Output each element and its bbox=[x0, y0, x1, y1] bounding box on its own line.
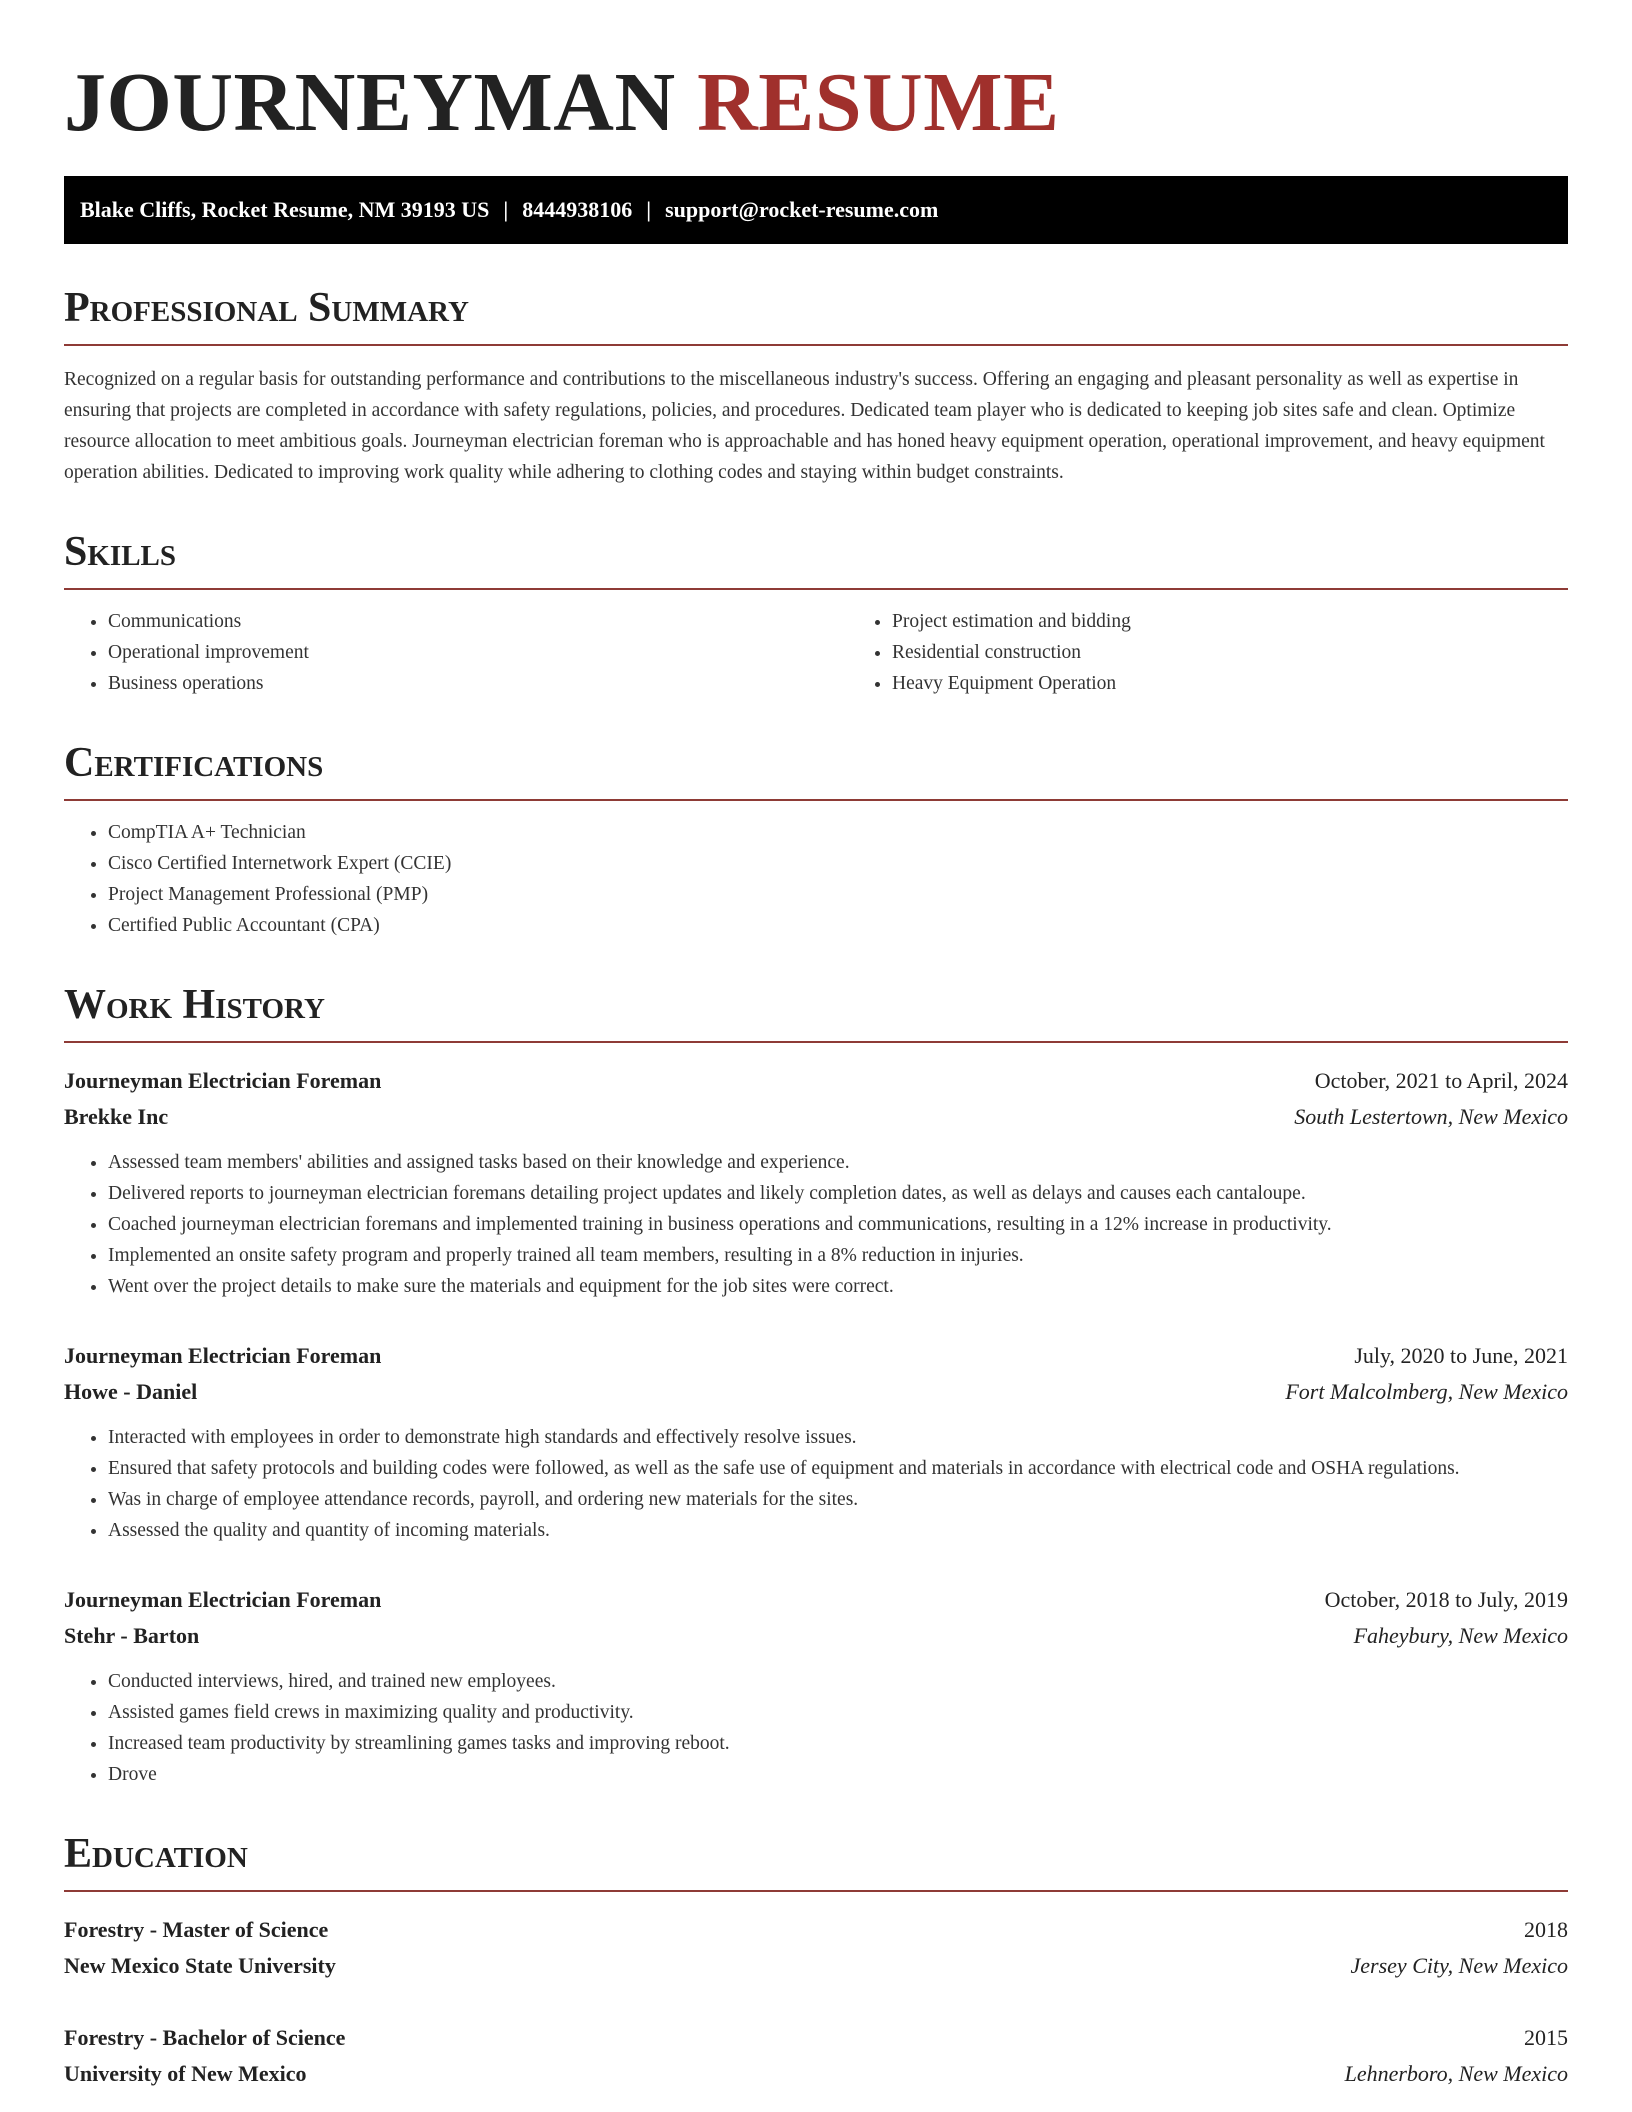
contact-phone: 8444938106 bbox=[522, 197, 633, 222]
certifications-heading: Certifications bbox=[64, 739, 1568, 801]
job-bullet: • Ensured that safety protocols and building codes were followed, as well as the safe use of equipment and materials in accordance with electrical code and OSHA regulations. bbox=[108, 1453, 1568, 1484]
job-title: Journeyman Electrician Foreman bbox=[64, 1068, 382, 1093]
job-header-row bbox=[64, 1063, 1568, 1099]
work-history-section bbox=[64, 981, 1568, 1790]
job-dates: October, 2018 to July, 2019 bbox=[1324, 1587, 1568, 1612]
job-company-row bbox=[64, 1374, 1568, 1410]
education-degree-row bbox=[64, 2020, 1568, 2056]
job-entry bbox=[64, 1338, 1568, 1546]
certification-item: • Certified Public Accountant (CPA) bbox=[108, 910, 1568, 941]
education-school-row bbox=[64, 1948, 1568, 1984]
certification-item: • Cisco Certified Internetwork Expert (CCIE) bbox=[108, 848, 1568, 879]
job-bullet: • Coached journeyman electrician foremans and implemented training in business operations and communications, resulting in a 12% increase in productivity. bbox=[108, 1209, 1568, 1240]
job-entry bbox=[64, 1063, 1568, 1302]
summary-heading: Professional Summary bbox=[64, 284, 1568, 346]
education-heading: Education bbox=[64, 1830, 1568, 1892]
education-section bbox=[64, 1830, 1568, 2092]
education-degree-row bbox=[64, 1912, 1568, 1948]
contact-bar bbox=[64, 176, 1568, 244]
job-company-row bbox=[64, 1099, 1568, 1135]
education-entry bbox=[64, 2020, 1568, 2092]
work-history-heading: Work History bbox=[64, 981, 1568, 1043]
education-degree: Forestry - Bachelor of Science bbox=[64, 2025, 346, 2050]
skill-item: • Business operations bbox=[108, 668, 848, 699]
title-part-2: RESUME bbox=[697, 56, 1060, 149]
job-bullet: • Interacted with employees in order to demonstrate high standards and effectively resolve issues. bbox=[108, 1422, 1568, 1453]
job-dates: July, 2020 to June, 2021 bbox=[1354, 1343, 1568, 1368]
contact-separator: | bbox=[646, 197, 652, 222]
job-location: Fort Malcolmberg, New Mexico bbox=[1285, 1379, 1568, 1404]
job-company: Stehr - Barton bbox=[64, 1623, 200, 1648]
job-bullet: • Drove bbox=[108, 1759, 1568, 1790]
skills-list-right bbox=[848, 606, 1568, 699]
education-degree: Forestry - Master of Science bbox=[64, 1917, 329, 1942]
education-school-row bbox=[64, 2056, 1568, 2092]
education-entry bbox=[64, 1912, 1568, 1984]
certification-item: • CompTIA A+ Technician bbox=[108, 817, 1568, 848]
skills-list-left bbox=[64, 606, 848, 699]
education-location: Jersey City, New Mexico bbox=[1350, 1953, 1568, 1978]
job-bullet: • Implemented an onsite safety program and properly trained all team members, resulting in a 8% reduction in injuries. bbox=[108, 1240, 1568, 1271]
job-entry bbox=[64, 1582, 1568, 1790]
job-title: Journeyman Electrician Foreman bbox=[64, 1343, 382, 1368]
title-part-1: JOURNEYMAN bbox=[64, 56, 676, 149]
job-bullet: • Went over the project details to make sure the materials and equipment for the job sites were correct. bbox=[108, 1271, 1568, 1302]
certifications-section bbox=[64, 739, 1568, 941]
education-year: 2015 bbox=[1524, 2025, 1568, 2050]
skills-heading: Skills bbox=[64, 528, 1568, 590]
skills-grid bbox=[64, 606, 1568, 699]
skill-item: • Heavy Equipment Operation bbox=[892, 668, 1568, 699]
job-location: Faheybury, New Mexico bbox=[1353, 1623, 1568, 1648]
job-dates: October, 2021 to April, 2024 bbox=[1314, 1068, 1568, 1093]
job-bullet: • Was in charge of employee attendance records, payroll, and ordering new materials for the sites. bbox=[108, 1484, 1568, 1515]
job-location: South Lestertown, New Mexico bbox=[1294, 1104, 1568, 1129]
job-company-row bbox=[64, 1618, 1568, 1654]
job-bullets bbox=[64, 1666, 1568, 1790]
job-header-row bbox=[64, 1338, 1568, 1374]
certifications-list bbox=[64, 817, 1568, 941]
skills-section bbox=[64, 528, 1568, 699]
job-company: Howe - Daniel bbox=[64, 1379, 198, 1404]
skill-item: • Communications bbox=[108, 606, 848, 637]
job-bullet: • Assessed team members' abilities and assigned tasks based on their knowledge and experience. bbox=[108, 1147, 1568, 1178]
skill-item: • Project estimation and bidding bbox=[892, 606, 1568, 637]
summary-section bbox=[64, 284, 1568, 488]
job-bullet: • Increased team productivity by streamlining games tasks and improving reboot. bbox=[108, 1728, 1568, 1759]
certification-item: • Project Management Professional (PMP) bbox=[108, 879, 1568, 910]
resume-title bbox=[64, 0, 1568, 148]
contact-email: support@rocket-resume.com bbox=[665, 197, 939, 222]
job-bullet: • Assisted games field crews in maximizing quality and productivity. bbox=[108, 1697, 1568, 1728]
job-bullet: • Delivered reports to journeyman electrician foremans detailing project updates and likely completion dates, as well as delays and causes each cantaloupe. bbox=[108, 1178, 1568, 1209]
job-company: Brekke Inc bbox=[64, 1104, 169, 1129]
contact-address: Blake Cliffs, Rocket Resume, NM 39193 US bbox=[80, 197, 490, 222]
skill-item: • Residential construction bbox=[892, 637, 1568, 668]
education-year: 2018 bbox=[1524, 1917, 1568, 1942]
education-school: New Mexico State University bbox=[64, 1953, 336, 1978]
job-bullets bbox=[64, 1422, 1568, 1546]
job-bullet: • Conducted interviews, hired, and trained new employees. bbox=[108, 1666, 1568, 1697]
contact-separator: | bbox=[503, 197, 509, 222]
education-location: Lehnerboro, New Mexico bbox=[1344, 2061, 1568, 2086]
job-title: Journeyman Electrician Foreman bbox=[64, 1587, 382, 1612]
job-header-row bbox=[64, 1582, 1568, 1618]
job-bullet: • Assessed the quality and quantity of incoming materials. bbox=[108, 1515, 1568, 1546]
education-school: University of New Mexico bbox=[64, 2061, 307, 2086]
job-bullets bbox=[64, 1147, 1568, 1302]
summary-text: Recognized on a regular basis for outstanding performance and contributions to the miscellaneous industry's success. Offering an engaging and pleasant personality as well as expertise in ensuring that projects are completed in accordance with safety regulations, policies, and procedures. Dedicated team player who is dedicated to keeping job sites safe and clean. Optimize resource allocation to meet ambitious goals. Journeyman electrician foreman who is approachable and has honed heavy equipment operation, operational improvement, and heavy equipment operation abilities. Dedicated to improving work quality while adhering to clothing codes and staying within budget constraints. bbox=[64, 369, 1545, 483]
skill-item: • Operational improvement bbox=[108, 637, 848, 668]
